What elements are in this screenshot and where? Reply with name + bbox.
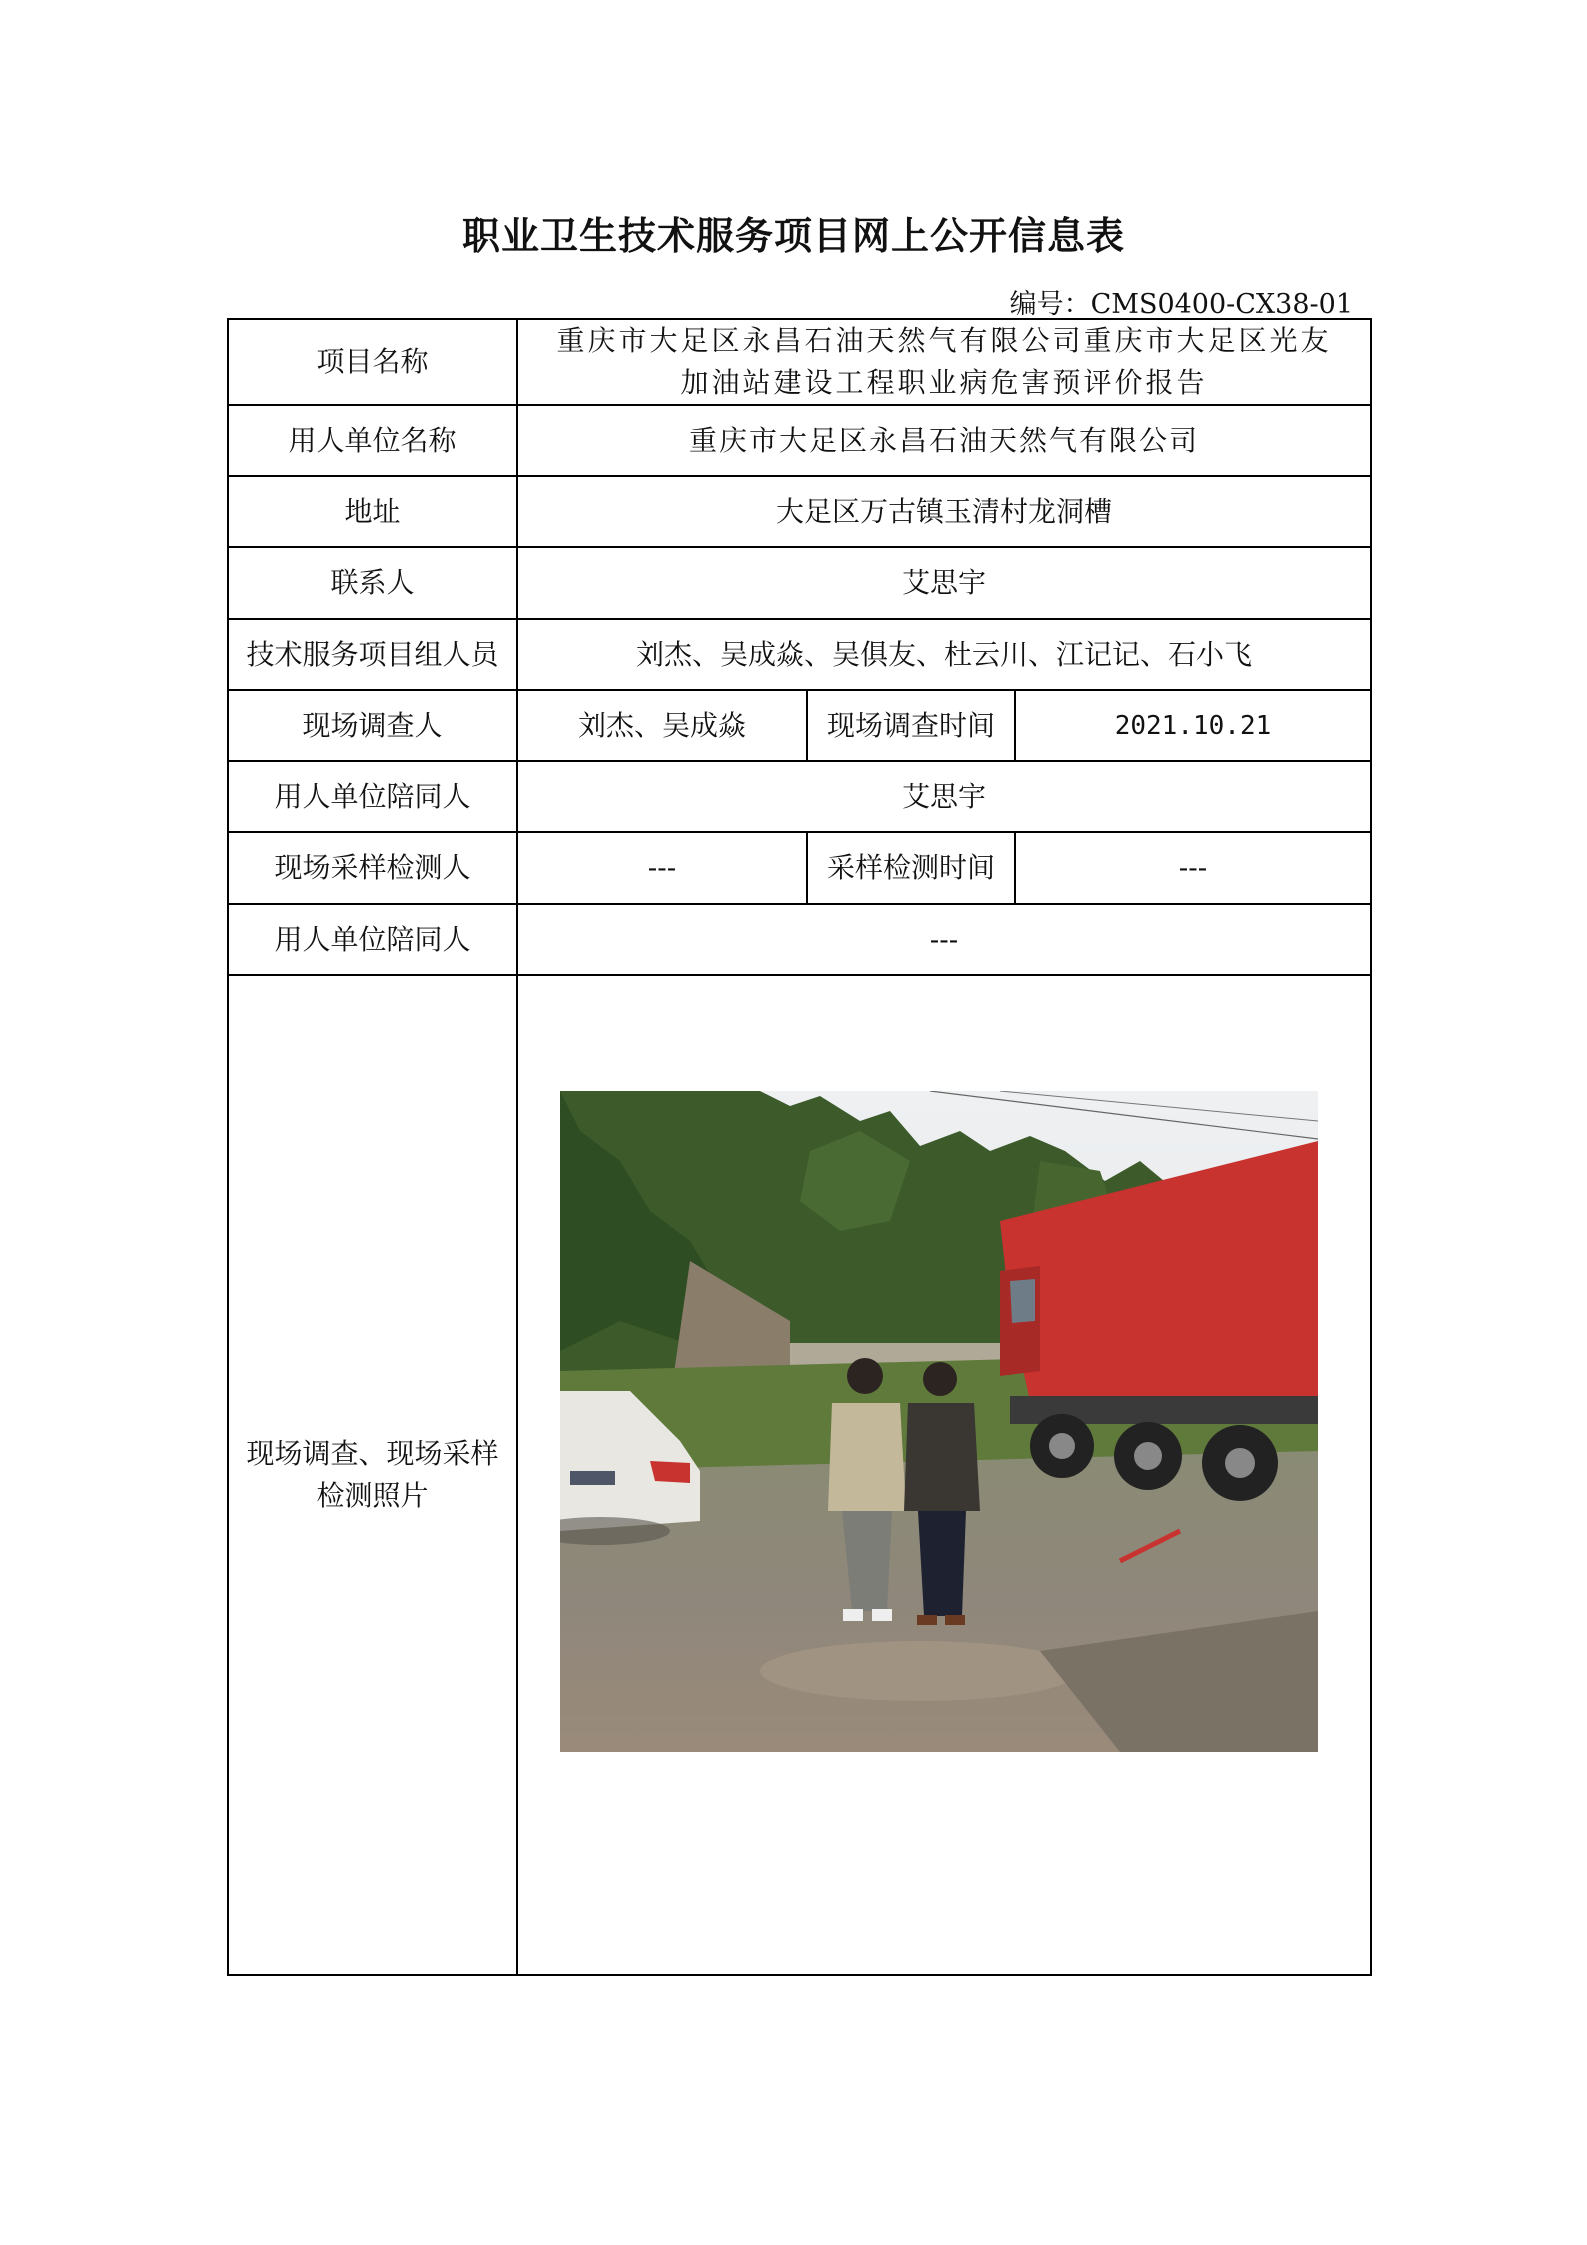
- row-project-name: [228, 319, 1371, 405]
- truck-hub-1: [1049, 1433, 1075, 1459]
- accompany-1-label: 用人单位陪同人: [228, 761, 517, 832]
- site-survey-time-value: 2021.10.21: [1015, 690, 1371, 761]
- row-accompany-1: [228, 761, 1371, 832]
- sampling-time-label: 采样检测时间: [807, 832, 1015, 904]
- truck-hub-3: [1225, 1448, 1255, 1478]
- row-address: [228, 476, 1371, 547]
- project-name-label: 项目名称: [228, 319, 517, 405]
- person-left-shoe-r: [872, 1609, 892, 1621]
- sampling-label: 现场采样检测人: [228, 832, 517, 904]
- team-members-value: 刘杰、吴成焱、吴俱友、杜云川、江记记、石小飞: [517, 619, 1371, 690]
- site-photo-illustration: [560, 1091, 1318, 1752]
- row-accompany-2: [228, 904, 1371, 975]
- person-right-pants: [918, 1511, 966, 1616]
- row-site-survey: [228, 690, 1371, 761]
- team-members-label: 技术服务项目组人员: [228, 619, 517, 690]
- site-photo: [560, 1091, 1318, 1752]
- person-right-shoe-r: [945, 1615, 965, 1625]
- project-name-value: 重庆市大足区永昌石油天然气有限公司重庆市大足区光友加油站建设工程职业病危害预评价报告: [517, 319, 1371, 405]
- row-contact: [228, 547, 1371, 619]
- person-right-shoe-l: [917, 1615, 937, 1625]
- address-label: 地址: [228, 476, 517, 547]
- row-sampling: [228, 832, 1371, 904]
- site-survey-time-label: 现场调查时间: [807, 690, 1015, 761]
- accompany-2-value: ---: [517, 904, 1371, 975]
- person-left-shoe-l: [843, 1609, 863, 1621]
- row-team-members: [228, 619, 1371, 690]
- site-survey-label: 现场调查人: [228, 690, 517, 761]
- person-right-jacket: [904, 1403, 980, 1511]
- car-taillight: [650, 1461, 690, 1483]
- car-plate: [570, 1471, 615, 1485]
- truck-window: [1010, 1279, 1035, 1323]
- page-title: 职业卫生技术服务项目网上公开信息表: [461, 213, 1125, 258]
- puddle: [760, 1641, 1080, 1701]
- site-survey-value: 刘杰、吴成焱: [517, 690, 807, 761]
- employer-name-value: 重庆市大足区永昌石油天然气有限公司: [517, 405, 1371, 476]
- sampling-time-value: ---: [1015, 832, 1371, 904]
- address-value: 大足区万古镇玉清村龙洞槽: [517, 476, 1371, 547]
- document-number: 编号：CMS0400-CX38-01: [1009, 289, 1353, 320]
- row-employer-name: [228, 405, 1371, 476]
- person-right-head: [923, 1362, 957, 1396]
- accompany-1-value: 艾思宇: [517, 761, 1371, 832]
- person-left-jacket: [828, 1403, 906, 1511]
- contact-label: 联系人: [228, 547, 517, 619]
- person-left-head: [847, 1358, 883, 1394]
- contact-value: 艾思宇: [517, 547, 1371, 619]
- accompany-2-label: 用人单位陪同人: [228, 904, 517, 975]
- photos-label: 现场调查、现场采样检测照片: [228, 975, 517, 1975]
- employer-name-label: 用人单位名称: [228, 405, 517, 476]
- truck-hub-2: [1134, 1442, 1162, 1470]
- sampling-value: ---: [517, 832, 807, 904]
